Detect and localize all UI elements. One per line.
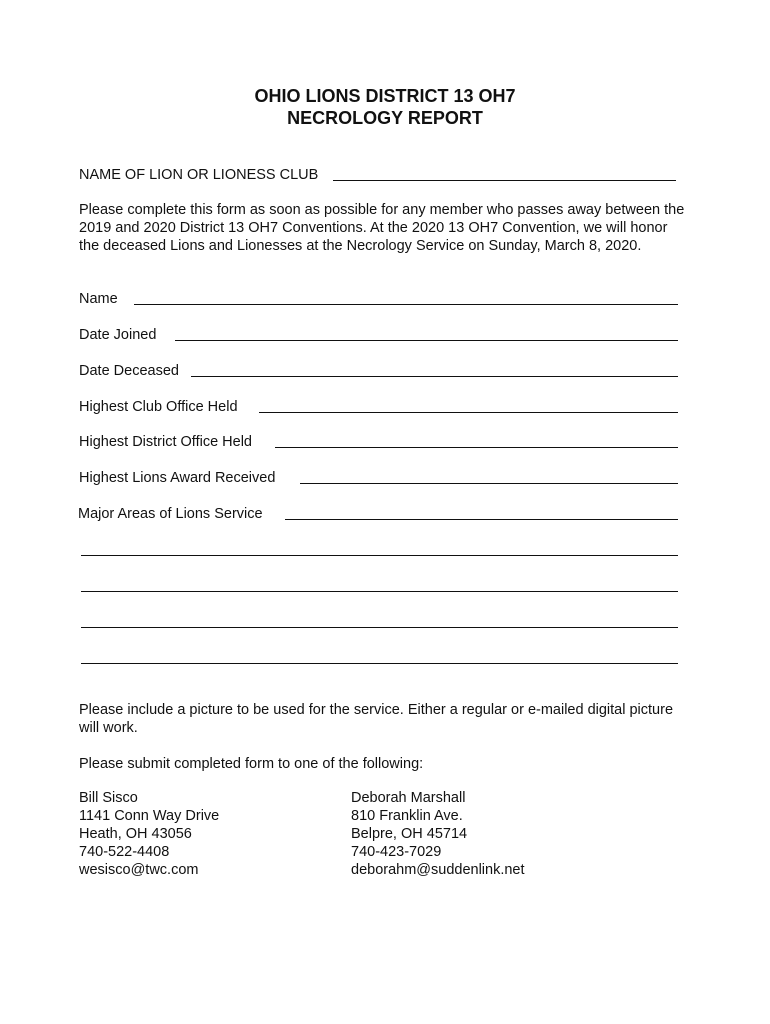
submit-note: Please submit completed form to one of the following: bbox=[79, 756, 424, 772]
name-line[interactable] bbox=[134, 304, 678, 305]
district-office-label: Highest District Office Held bbox=[79, 434, 252, 450]
intro-paragraph: Please complete this form as soon as possible for any member who passes away between the 2019 and 2020 District 13 OH7 Conventions. At the 2020 13 OH7 Convention, we will honor the deceased Lions and Lionesses at the Necrology Service on Sunday, March 8, 2020. bbox=[79, 202, 685, 254]
blank-line[interactable] bbox=[81, 627, 678, 628]
contact-street: 1141 Conn Way Drive bbox=[79, 808, 220, 824]
date-joined-line[interactable] bbox=[175, 340, 678, 341]
date-joined-label: Date Joined bbox=[79, 327, 157, 343]
contact-name: Deborah Marshall bbox=[351, 790, 466, 806]
form-subtitle: NECROLOGY REPORT bbox=[287, 108, 483, 128]
club-office-label: Highest Club Office Held bbox=[79, 399, 238, 415]
form-title: OHIO LIONS DISTRICT 13 OH7 bbox=[254, 86, 516, 106]
service-areas-label: Major Areas of Lions Service bbox=[78, 506, 263, 522]
contact-email[interactable]: wesisco@twc.com bbox=[79, 862, 199, 878]
date-deceased-line[interactable] bbox=[191, 376, 678, 377]
club-name-label: NAME OF LION OR LIONESS CLUB bbox=[79, 167, 319, 183]
contact-city: Heath, OH 43056 bbox=[79, 826, 192, 842]
club-office-line[interactable] bbox=[259, 412, 678, 413]
picture-note: Please include a picture to be used for the service. Either a regular or e-mailed digital picture will work. bbox=[79, 702, 674, 736]
contact-name: Bill Sisco bbox=[79, 790, 138, 806]
contact-bill-sisco bbox=[79, 789, 219, 879]
contact-city: Belpre, OH 45714 bbox=[351, 826, 468, 842]
contact-phone: 740-423-7029 bbox=[351, 844, 442, 860]
contact-deborah-marshall bbox=[351, 789, 525, 879]
contact-phone: 740-522-4408 bbox=[79, 844, 170, 860]
date-deceased-label: Date Deceased bbox=[79, 363, 179, 379]
district-office-line[interactable] bbox=[275, 447, 678, 448]
lions-award-label: Highest Lions Award Received bbox=[79, 470, 276, 486]
contact-email[interactable]: deborahm@suddenlink.net bbox=[351, 862, 525, 878]
blank-line[interactable] bbox=[81, 591, 678, 592]
blank-line[interactable] bbox=[81, 663, 678, 664]
club-name-line[interactable] bbox=[333, 180, 676, 181]
name-label: Name bbox=[79, 291, 118, 307]
service-areas-line[interactable] bbox=[285, 519, 678, 520]
contact-street: 810 Franklin Ave. bbox=[351, 808, 463, 824]
lions-award-line[interactable] bbox=[300, 483, 678, 484]
blank-line[interactable] bbox=[81, 555, 678, 556]
